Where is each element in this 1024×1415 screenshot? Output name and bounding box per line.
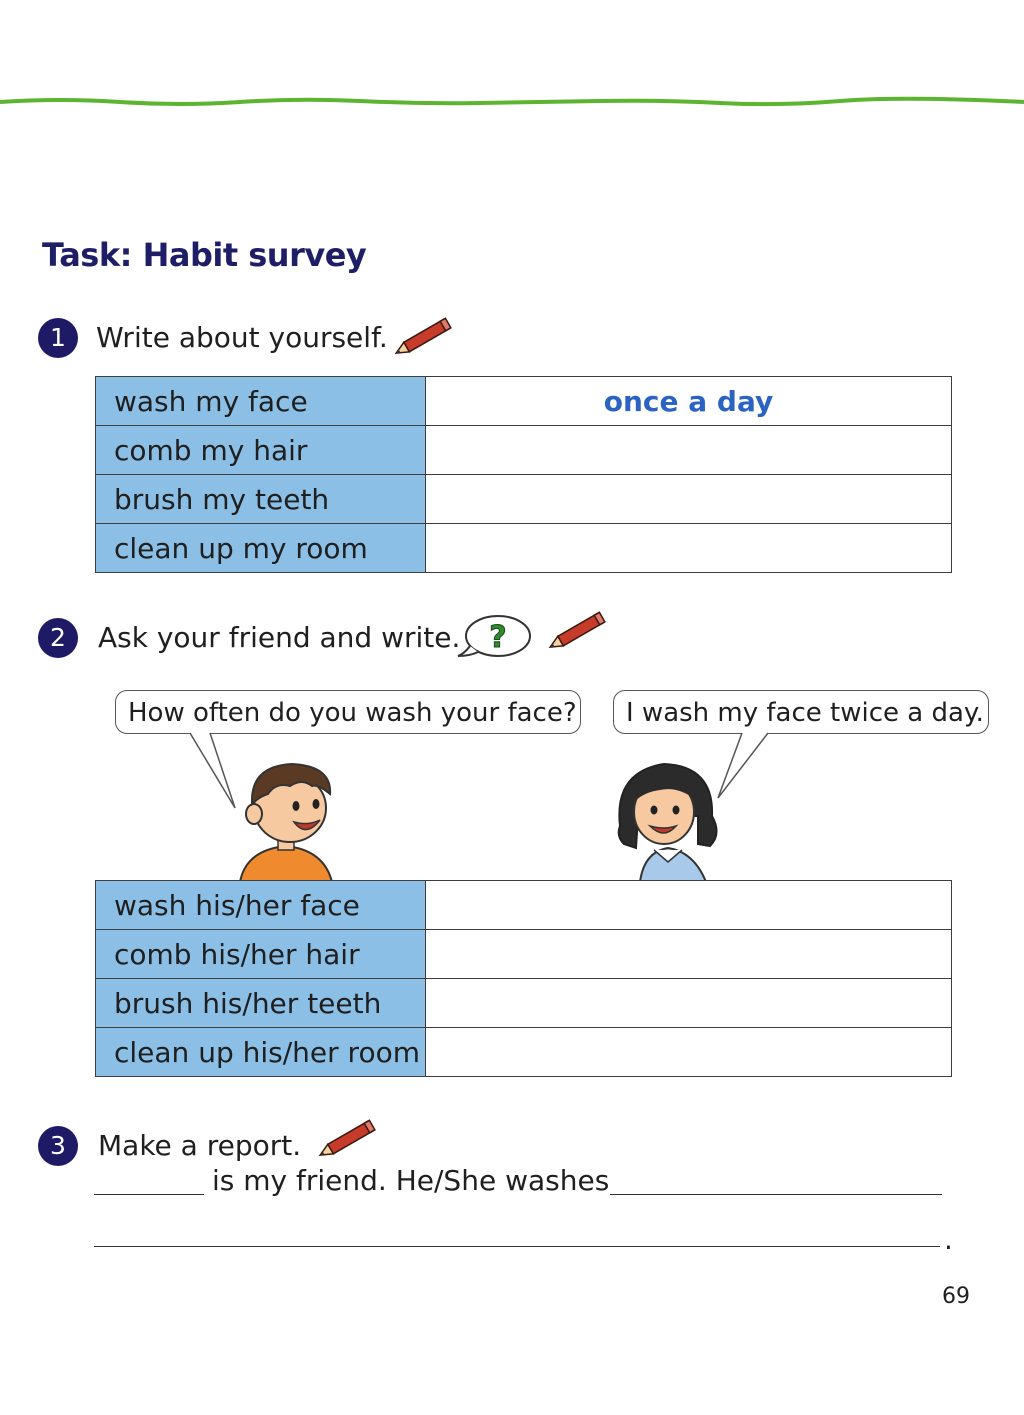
pencil-icon	[544, 608, 614, 654]
friend-name-blank[interactable]	[94, 1194, 204, 1195]
question-bubble-icon	[456, 610, 534, 664]
table-row	[96, 426, 952, 475]
habit-answer-cell[interactable]	[426, 881, 952, 930]
habit-label: brush my teeth	[96, 475, 426, 524]
step-2-instruction: Ask your friend and write.	[98, 621, 461, 654]
step-2-heading	[38, 616, 628, 660]
habit-label: clean up his/her room	[96, 1028, 426, 1077]
habit-answer-cell[interactable]	[426, 1028, 952, 1077]
girl-illustration	[614, 756, 724, 882]
page-title: Task: Habit survey	[42, 236, 367, 274]
table-row	[96, 979, 952, 1028]
step-2-number: 2	[38, 618, 78, 658]
report-period: .	[944, 1223, 953, 1256]
habit-label: wash his/her face	[96, 881, 426, 930]
habit-answer-cell[interactable]: once a day	[426, 377, 952, 426]
habit-label: clean up my room	[96, 524, 426, 573]
habit-label: brush his/her teeth	[96, 979, 426, 1028]
green-header-rule	[0, 92, 1024, 112]
habit-label: wash my face	[96, 377, 426, 426]
table-row	[96, 881, 952, 930]
boy-illustration	[232, 760, 344, 882]
table-row	[96, 475, 952, 524]
friend-habit-table	[95, 880, 952, 1077]
washes-blank[interactable]	[610, 1194, 942, 1195]
habit-label: comb his/her hair	[96, 930, 426, 979]
step-1-instruction: Write about yourself.	[96, 321, 388, 354]
report-continuation-blank[interactable]	[94, 1246, 940, 1247]
report-sentence: is my friend. He/She washes	[212, 1164, 610, 1197]
step-3-instruction: Make a report.	[98, 1129, 302, 1162]
habit-answer-cell[interactable]	[426, 930, 952, 979]
page-number: 69	[942, 1284, 970, 1309]
step-3-heading	[38, 1124, 398, 1168]
habit-label: comb my hair	[96, 426, 426, 475]
step-3-number: 3	[38, 1126, 78, 1166]
table-row	[96, 1028, 952, 1077]
pencil-icon	[314, 1116, 384, 1162]
table-row	[96, 930, 952, 979]
habit-answer-cell[interactable]	[426, 426, 952, 475]
habit-answer-cell[interactable]	[426, 475, 952, 524]
self-habit-table	[95, 376, 952, 573]
table-row	[96, 524, 952, 573]
step-1-number: 1	[38, 318, 78, 358]
pencil-icon	[390, 314, 460, 360]
question-speech-bubble: How often do you wash your face?	[115, 690, 581, 734]
svg-text:?: ?	[489, 620, 507, 655]
answer-speech-bubble: I wash my face twice a day.	[613, 690, 989, 734]
table-row	[96, 377, 952, 426]
step-1-heading	[38, 316, 498, 360]
habit-answer-cell[interactable]	[426, 524, 952, 573]
habit-answer-cell[interactable]	[426, 979, 952, 1028]
